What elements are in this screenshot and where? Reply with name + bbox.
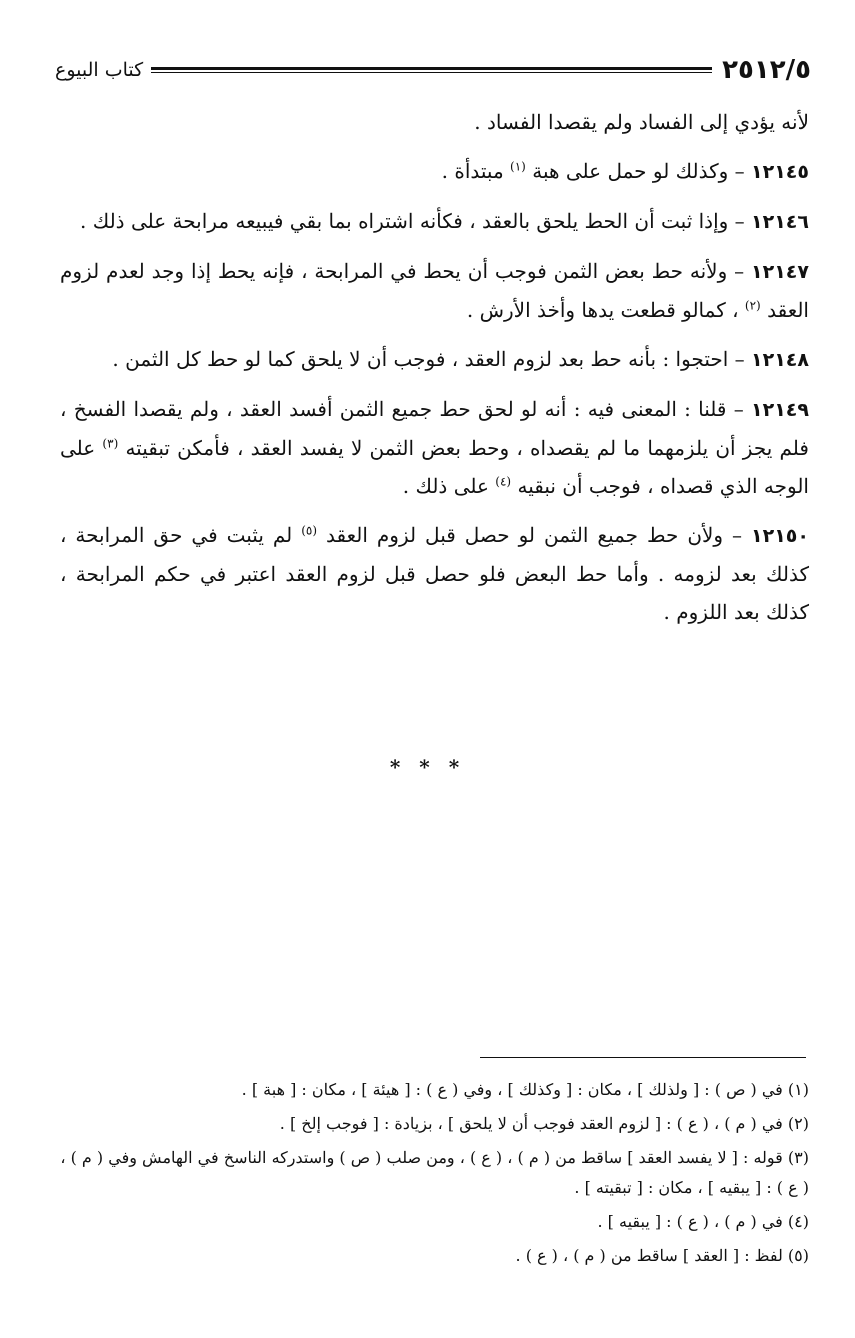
- paragraph-text: – ولأنه حط بعض الثمن فوجب أن يحط في المرابحة ، فإنه يحط إذا وجد لعدم لزوم العقد: [60, 259, 809, 322]
- footnote: (١) في ( ص ) : [ ولذلك ] ، مكان : [ وكذلك ] ، وفي ( ع ) : [ هيئة ] ، مكان : [ هبة ] .: [241, 1080, 809, 1099]
- section-separator: * * *: [389, 755, 466, 779]
- footnote: (٢) في ( م ) ، ( ع ) : [ لزوم العقد فوجب أن لا يلحق ] ، بزيادة : [ فوجب إلخ ] .: [279, 1114, 809, 1133]
- header-rule: [151, 67, 712, 73]
- page-header: [55, 50, 811, 90]
- footnote-ref[interactable]: (٣): [102, 436, 119, 451]
- paragraph-number: ١٢١٤٨: [751, 349, 809, 371]
- paragraph-text: – احتجوا : بأنه حط بعد لزوم العقد ، فوجب أن لا يلحق كما لو حط كل الثمن .: [112, 347, 752, 371]
- footnote: (٤) في ( م ) ، ( ع ) : [ يبقيه ] .: [597, 1212, 809, 1231]
- paragraph: [60, 103, 809, 141]
- paragraph-number: ١٢١٤٦: [751, 211, 809, 233]
- paragraph-text: – وكذلك لو حمل على هبة: [525, 159, 752, 183]
- paragraph-12150: [60, 516, 809, 631]
- paragraph-text: على ذلك .: [402, 474, 496, 498]
- paragraph-text: – وإذا ثبت أن الحط يلحق بالعقد ، فكأنه اشتراه بما بقي فيبيعه مرابحة على ذلك .: [80, 209, 752, 233]
- paragraph-12147: [60, 252, 809, 329]
- footnote-rule: [480, 1057, 806, 1058]
- paragraph-text: لم يثبت في حق المرابحة ، كذلك بعد لزومه . وأما حط البعض فلو حصل قبل لزوم العقد اعتبر في حكم المرابحة ، كذلك بعد اللزوم .: [60, 523, 809, 624]
- footnote-ref[interactable]: (٥): [301, 523, 318, 538]
- paragraph-text: – قلنا : المعنى فيه : أنه لو لحق حط جميع الثمن أفسد العقد ، ولم يقصدا الفسخ ، فلم يجز أن يلزمهما ما لم يقصداه ، وحط بعض الثمن لا يفسد العقد ، فأمكن تبقيته: [60, 397, 809, 460]
- paragraph-text: مبتدأة .: [441, 159, 511, 183]
- paragraph-text: لأنه يؤدي إلى الفساد ولم يقصدا الفساد .: [474, 110, 809, 134]
- page-number: ٢٥١٢/٥: [722, 55, 811, 85]
- paragraph-12145: [60, 152, 809, 191]
- footnote-ref[interactable]: (٤): [495, 474, 512, 489]
- paragraph-number: ١٢١٤٧: [751, 261, 809, 283]
- footnote: (٥) لفظ : [ العقد ] ساقط من ( م ) ، ( ع ) .: [515, 1246, 809, 1265]
- footnotes: [60, 1075, 809, 1275]
- main-text: [60, 103, 809, 642]
- paragraph-text: ، كمالو قطعت يدها وأخذ الأرش .: [466, 298, 745, 322]
- paragraph-number: ١٢١٥٠: [751, 525, 809, 547]
- paragraph-number: ١٢١٤٥: [751, 161, 809, 183]
- paragraph-12149: [60, 390, 809, 505]
- footnote: (٣) قوله : [ لا يفسد العقد ] ساقط من ( م ) ، ( ع ) ، ومن صلب ( ص ) واستدركه الناسخ في الهامش وفي ( م ) ، ( ع ) : [ يبقيه ] ، مكان : [ تبقيته ] .: [60, 1148, 809, 1197]
- paragraph-number: ١٢١٤٩: [751, 399, 809, 421]
- paragraph-text: على الوجه الذي قصداه ، فوجب أن نبقيه: [60, 436, 809, 498]
- paragraph-text: – ولأن حط جميع الثمن لو حصل قبل لزوم العقد: [317, 523, 752, 547]
- footnote-ref[interactable]: (٢): [744, 298, 761, 313]
- book-title: كتاب البيوع: [55, 59, 144, 81]
- footnote-ref[interactable]: (١): [510, 159, 526, 174]
- paragraph-12148: [60, 340, 809, 379]
- paragraph-12146: [60, 202, 809, 241]
